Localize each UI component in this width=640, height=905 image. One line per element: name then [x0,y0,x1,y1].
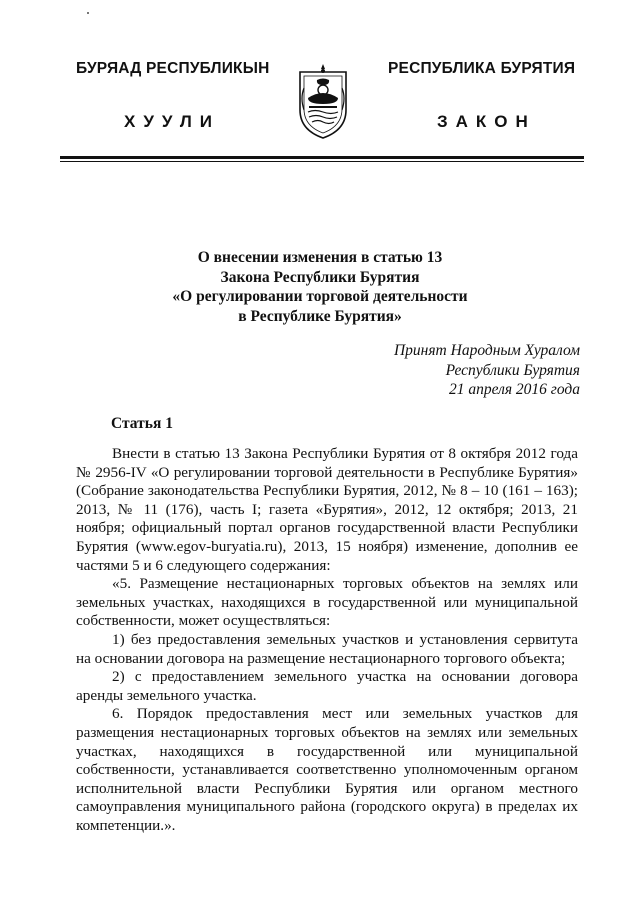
header-right-title: РЕСПУБЛИКА БУРЯТИЯ [388,60,576,77]
coat-of-arms-icon [295,58,351,142]
adoption-line: Республики Бурятия [445,361,580,379]
adoption-line: Принят Народным Хуралом [393,342,580,359]
law-title-line: Закона Республики Бурятия [220,268,420,286]
article-paragraph: 2) с предоставлением земельного участка на основании договора аренды земельного участка. [76,668,578,704]
law-title [120,248,520,326]
law-title-line: О внесении изменения в статью 13 [197,249,443,266]
article-body [76,445,578,835]
adoption-date: 21 апреля 2016 года [448,381,580,398]
article-paragraph: Внести в статью 13 Закона Республики Бурятия от 8 октября 2012 года № 2956-IV «О регулировании торговой деятельности в Республике Бурятия» (Собрание законодательства Республики Бурятия, 2012, № 8 – 10 (161 – 163); 2013, № 11 (176), часть I; газета «Бурятия», 2012, 12 октября; 2013, 21 ноября; официальный портал органов государственной власти Республики Бурятия (www.egov-buryatia.ru), 2013, 15 ноября) изменение, дополнив ее частями 5 и 6 следующего содержания: [76,445,578,574]
law-title-line: «О регулировании торговой деятельности [172,288,468,305]
scan-speck [87,12,89,14]
law-title-line: в Республике Бурятия» [238,307,402,325]
adoption-note [394,341,580,400]
article-paragraph: 6. Порядок предоставления мест или земельных участков для размещения нестационарных торговых объектов на землях или земельных участках, находящихся в государственной или муниципальной собственности, устанавливается соответственно уполномоченным органом исполнительной власти Республики Бурятия или органом местного самоуправления муниципального района (городского округа) в пределах их компетенции.». [76,705,578,834]
header-rule-thick [60,156,584,159]
article-paragraph: 1) без предоставления земельных участков и установления сервитута на основании договора на размещение нестационарного торгового объекта; [76,630,578,667]
article-heading: Статья 1 [111,415,173,432]
header-left-title: БУРЯАД РЕСПУБЛИКЫН [76,60,270,77]
header-left-doc-type: ХУУЛИ [124,112,220,131]
header-rule-thin [60,161,584,162]
header-right-doc-type: ЗАКОН [437,112,536,131]
article-paragraph: «5. Размещение нестационарных торговых объектов на землях или земельных участках, находящихся в государственной или муниципальной собственности, может осуществляться: [76,575,578,630]
